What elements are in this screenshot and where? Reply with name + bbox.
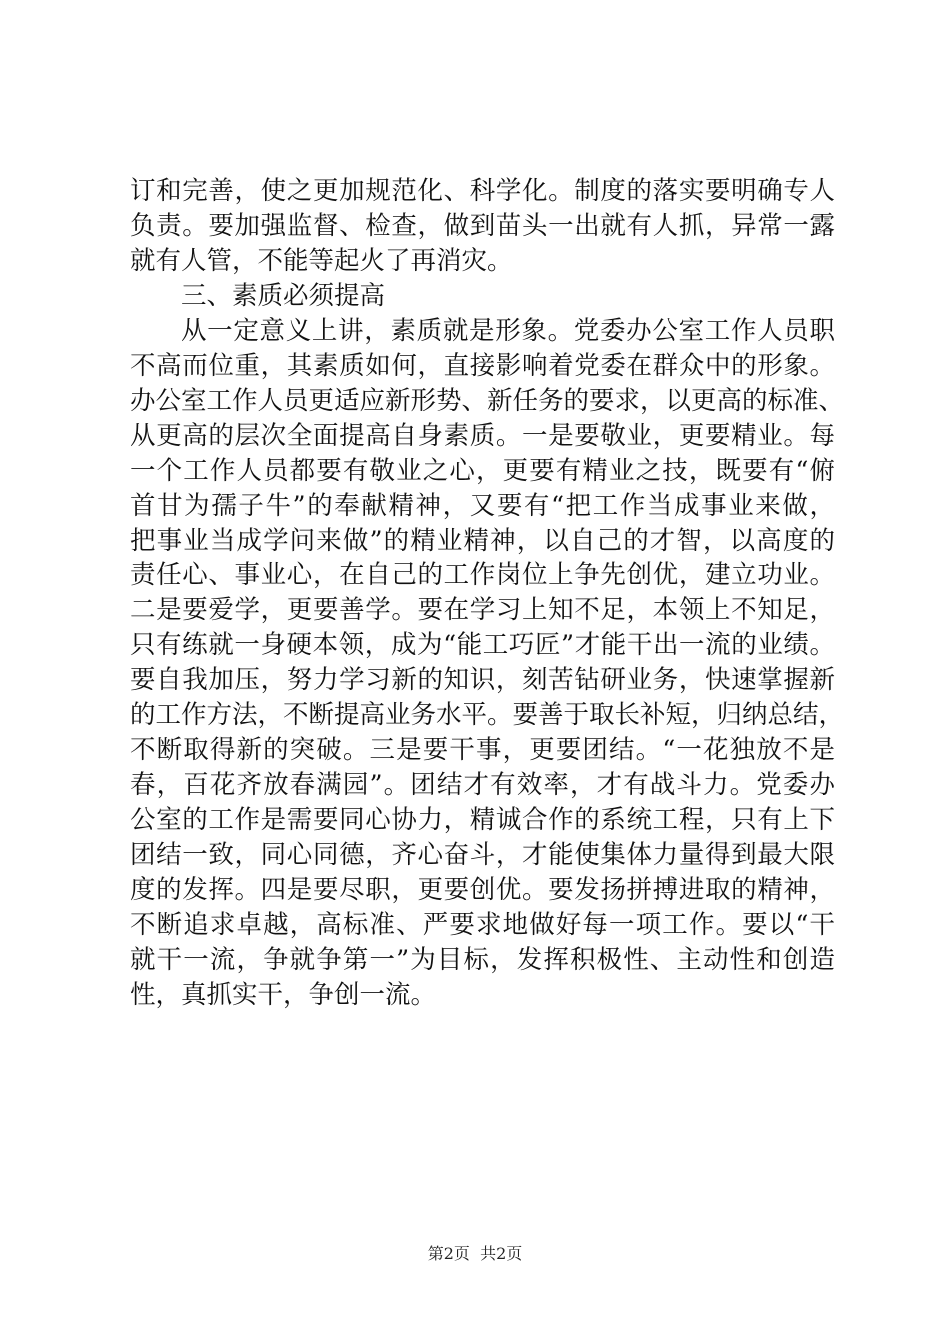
text-line: 度的发挥。四是要尽职，更要创优。要发扬拼搏进取的精神， — [130, 875, 835, 905]
text-line: 二是要爱学，更要善学。要在学习上知不足，本领上不知足， — [130, 595, 835, 626]
text-line: 春，百花齐放春满园”。团结才有效率，才有战斗力。党委办 — [130, 770, 835, 801]
text-line: 不高而位重，其素质如何，直接影响着党委在群众中的形象。 — [130, 350, 835, 381]
text-line: 性，真抓实干，争创一流。 — [130, 979, 437, 1010]
text-line: 的工作方法，不断提高业务水平。要善于取长补短，归纳总结， — [130, 700, 845, 731]
text-line: 只有练就一身硬本领，成为“能工巧匠”才能干出一流的业绩。 — [130, 630, 835, 661]
text-line: 就干一流，争就争第一”为目标，发挥积极性、主动性和创造 — [130, 944, 835, 975]
section-heading: 三、素质必须提高 — [181, 280, 386, 311]
footer-spacer — [470, 1244, 480, 1263]
text-line: 负责。要加强监督、检查，做到苗头一出就有人抓，异常一露 — [130, 210, 835, 241]
page-number: 第2页 — [427, 1244, 470, 1263]
text-line: 办公室工作人员更适应新形势、新任务的要求，以更高的标准、 — [130, 385, 845, 416]
text-line: 要自我加压，努力学习新的知识，刻苦钻研业务，快速掌握新 — [130, 665, 835, 696]
text-line: 责任心、事业心，在自己的工作岗位上争先创优，建立功业。 — [130, 560, 835, 591]
page-total: 共2页 — [480, 1244, 523, 1263]
text-line: 不断追求卓越，高标准、严要求地做好每一项工作。要以“干 — [130, 909, 835, 940]
page-footer — [0, 1243, 950, 1265]
text-line: 公室的工作是需要同心协力，精诚合作的系统工程，只有上下 — [130, 805, 835, 836]
text-line: 把事业当成学问来做”的精业精神，以自己的才智，以高度的 — [130, 525, 835, 556]
text-line: 一个工作人员都要有敬业之心，更要有精业之技，既要有“俯 — [130, 455, 835, 486]
text-line: 从一定意义上讲，素质就是形象。党委办公室工作人员职 — [181, 315, 835, 346]
text-line: 不断取得新的突破。三是要干事，更要团结。“一花独放不是 — [130, 735, 835, 766]
text-line: 团结一致，同心同德，齐心奋斗，才能使集体力量得到最大限 — [130, 840, 835, 871]
text-line: 从更高的层次全面提高自身素质。一是要敬业，更要精业。每 — [130, 420, 835, 451]
text-line: 订和完善，使之更加规范化、科学化。制度的落实要明确专人 — [130, 176, 835, 206]
text-line: 首甘为孺子牛”的奉献精神，又要有“把工作当成事业来做， — [130, 490, 835, 521]
text-line: 就有人管，不能等起火了再消灾。 — [130, 245, 513, 276]
